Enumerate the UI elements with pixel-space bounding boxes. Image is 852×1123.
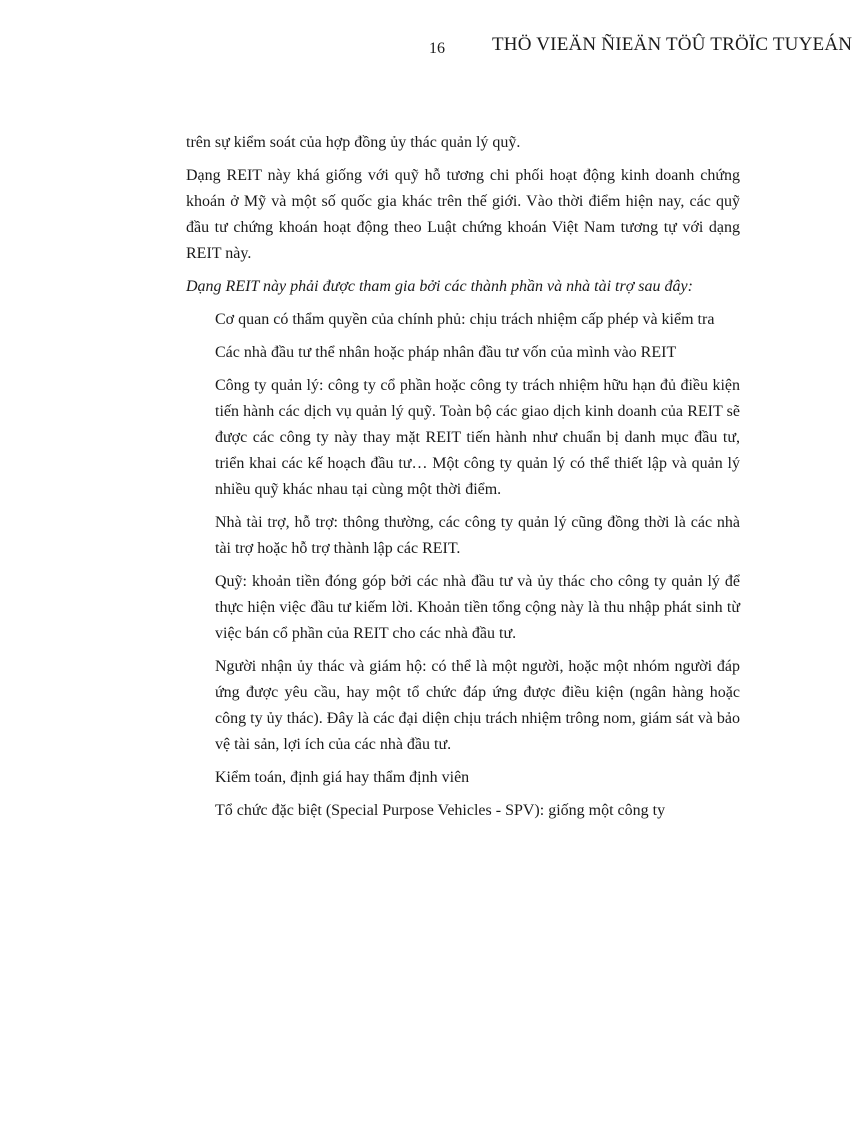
list-item: Người nhận ủy thác và giám hộ: có thể là một người, hoặc một nhóm người đáp ứng được yêu cầu, hay một tổ chức đáp ứng được điều kiện (ngân hàng hoặc công ty ủy thác). Đây là các đại diện chịu trách nhiệm trông nom, giám sát và bảo vệ tài sản, lợi ích của các nhà đầu tư. bbox=[215, 658, 740, 753]
document-body bbox=[186, 130, 740, 831]
paragraph-continuation: trên sự kiểm soát của hợp đồng ủy thác quản lý quỹ. bbox=[186, 134, 521, 151]
paragraph-reit-description: Dạng REIT này khá giống với quỹ hỗ tương chi phối hoạt động kinh doanh chứng khoán ở Mỹ và một số quốc gia khác trên thế giới. Vào thời điểm hiện nay, các quỹ đầu tư chứng khoán hoạt động theo Luật chứng khoán Việt Nam tương tự với dạng REIT này. bbox=[186, 167, 740, 262]
list-item: Các nhà đầu tư thể nhân hoặc pháp nhân đầu tư vốn của mình vào REIT bbox=[215, 344, 677, 361]
header-title: THÖ VIEÄN ÑIEÄN TÖÛ TRÖÏC TUYEÁN bbox=[492, 34, 852, 55]
list-item: Tổ chức đặc biệt (Special Purpose Vehicles - SPV): giống một công ty bbox=[215, 802, 666, 819]
list-item: Kiểm toán, định giá hay thẩm định viên bbox=[215, 769, 470, 786]
list-item: Nhà tài trợ, hỗ trợ: thông thường, các công ty quản lý cũng đồng thời là các nhà tài trợ hoặc hỗ trợ thành lập các REIT. bbox=[215, 514, 740, 557]
list-item: Cơ quan có thẩm quyền của chính phủ: chịu trách nhiệm cấp phép và kiểm tra bbox=[215, 311, 715, 328]
page-number: 16 bbox=[429, 40, 445, 57]
list-item: Công ty quản lý: công ty cổ phần hoặc công ty trách nhiệm hữu hạn đủ điều kiện tiến hành các dịch vụ quản lý quỹ. Toàn bộ các giao dịch kinh doanh của REIT sẽ được các công ty này thay mặt REIT tiến hành như chuẩn bị danh mục đầu tư, triển khai các kế hoạch đầu tư… Một công ty quản lý có thể thiết lập và quản lý nhiều quỹ khác nhau tại cùng một thời điểm. bbox=[215, 377, 740, 498]
list-item: Quỹ: khoản tiền đóng góp bởi các nhà đầu tư và ủy thác cho công ty quản lý để thực hiện việc đầu tư kiếm lời. Khoản tiền tổng cộng này là thu nhập phát sinh từ việc bán cổ phần của REIT cho các nhà đầu tư. bbox=[215, 573, 740, 642]
paragraph-participants-intro: Dạng REIT này phải được tham gia bởi các thành phần và nhà tài trợ sau đây: bbox=[186, 278, 693, 295]
